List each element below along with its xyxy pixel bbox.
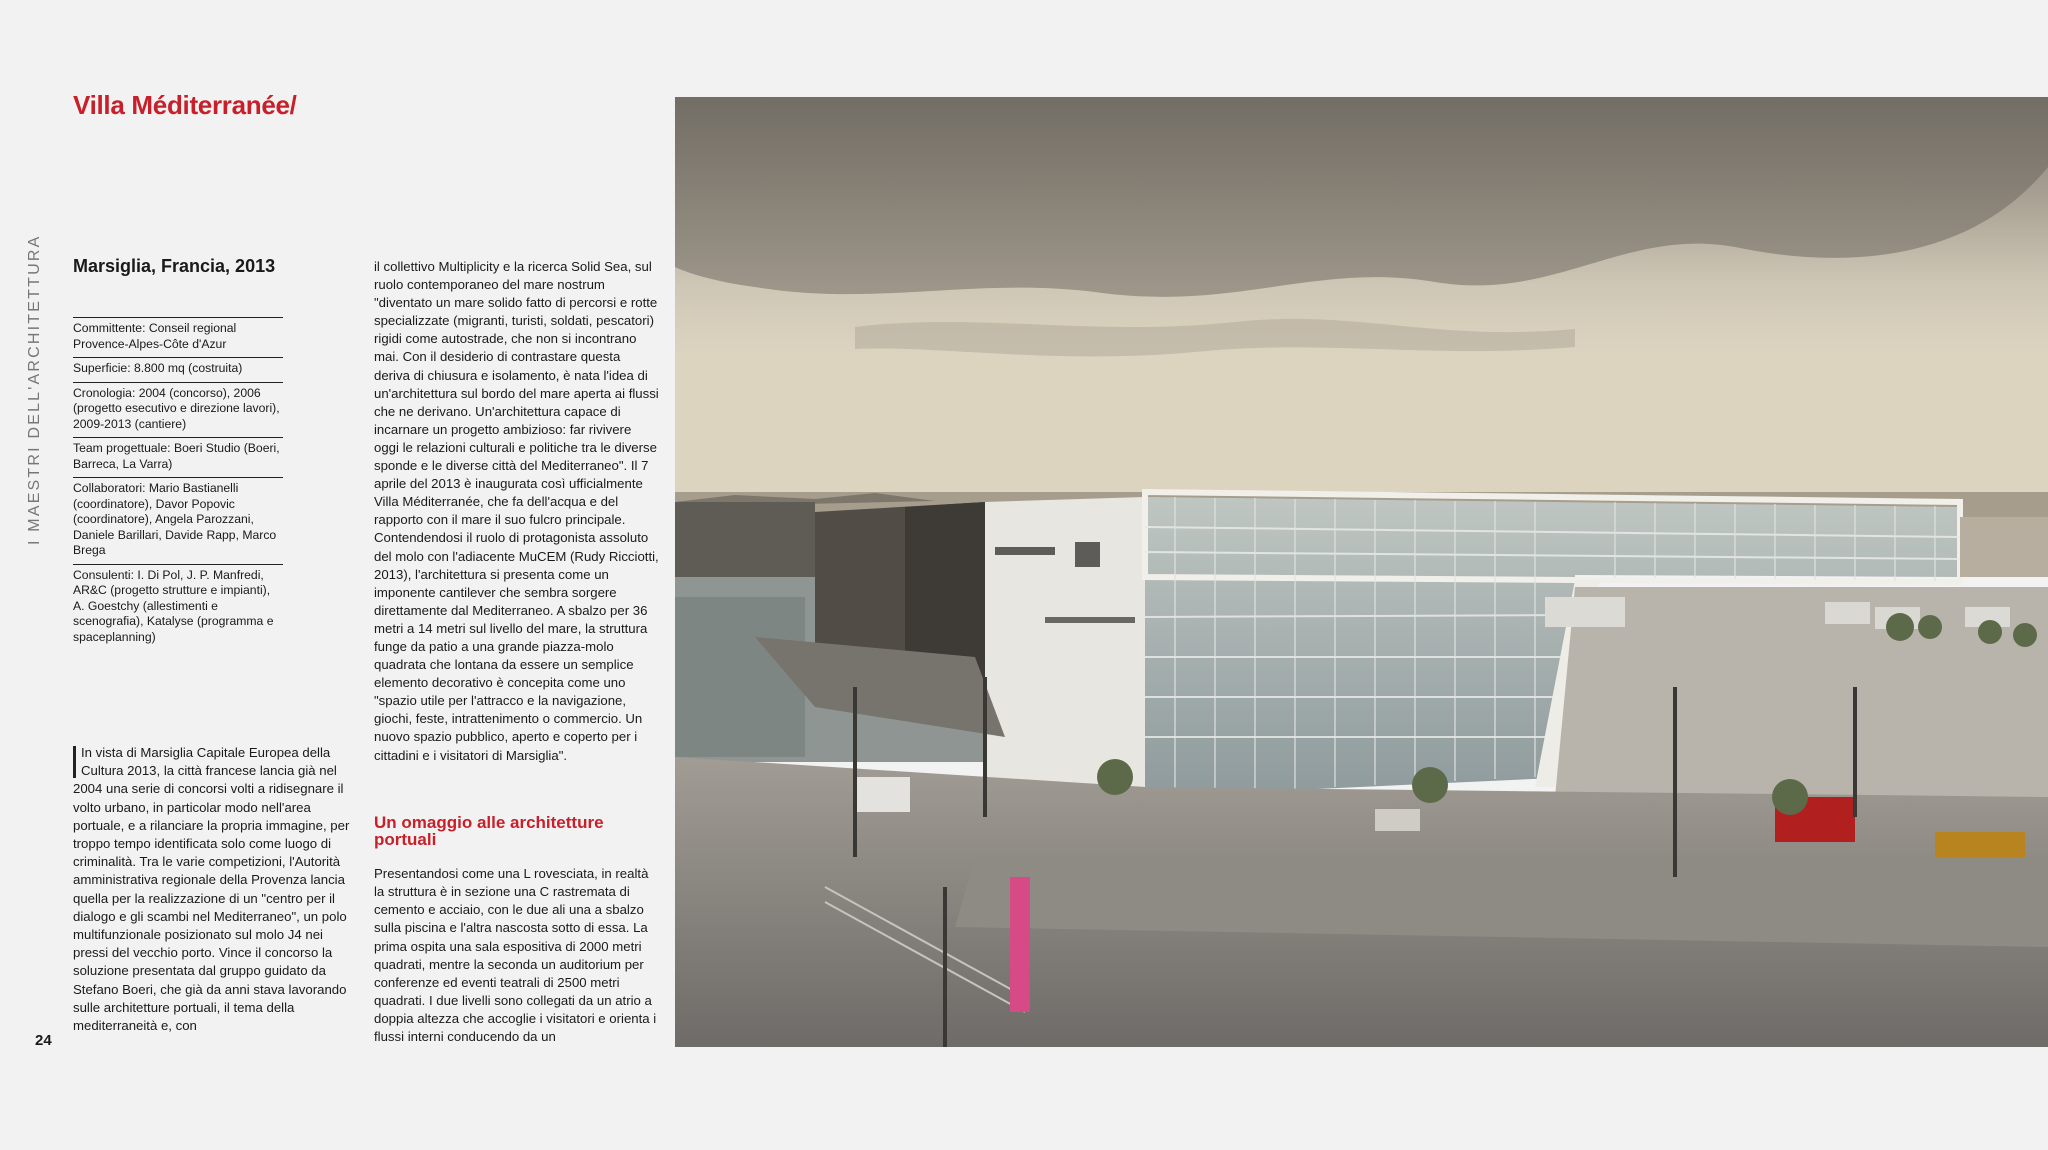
spec-design-team: Team progettuale: Boeri Studio (Boeri, Barreca, La Varra) bbox=[73, 437, 283, 477]
section-label: I MAESTRI DELL'ARCHITETTURA bbox=[26, 234, 43, 545]
building-photo-illustration bbox=[675, 97, 2048, 1047]
dropcap-bar bbox=[73, 746, 76, 778]
column-2-text bbox=[374, 258, 659, 765]
spec-area: Superficie: 8.800 mq (costruita) bbox=[73, 357, 283, 382]
column-2b-paragraph: Presentandosi come una L rovesciata, in realtà la struttura è in sezione una C rastremata di cemento e acciaio, con le due ali una a sbalzo sulla piscina e l'altra nascosta sotto di essa. La prima ospita una sala espositiva di 2000 metri quadrati, mentre la seconda un auditorium per conferenze ed eventi teatrali di 2500 metri quadrati. I due livelli sono collegati da un atrio a doppia altezza che accoglie i visitatori e orienta i flussi interni conducendo da un bbox=[374, 866, 657, 1045]
page-title: Villa Méditerranée/ bbox=[73, 90, 297, 120]
page-number: 24 bbox=[35, 1032, 52, 1049]
spec-chronology: Cronologia: 2004 (concorso), 2006 (progetto esecutivo e direzione lavori), 2009-2013 (cantiere) bbox=[73, 382, 283, 438]
column-2-paragraph: il collettivo Multiplicity e la ricerca Solid Sea, sul ruolo contemporaneo del mare nostrum "diventato un mare solido fatto di percorsi e rotte specializzate (migranti, turisti, soldati, pescatori) rigidi come autostrade, che non si incontrano mai. Con il desiderio di contrastare questa deriva di chiusura e isolamento, è nata l'idea di un'architettura sul bordo del mare aperta ai flussi che ne derivano. Un'architettura capace di incarnare un progetto ambizioso: far rivivere oggi le relazioni culturali e politiche tra le diverse sponde e le diverse città del Mediterraneo". Il 7 aprile del 2013 è inaugurata così ufficialmente Villa Méditerranée, che fa dell'acqua e del rapporto con il mare il suo fulcro principale. Contendendosi il ruolo di protagonista assoluto del molo con l'adiacente MuCEM (Rudy Ricciotti, 2013), l'architettura si presenta come un imponente cantilever che sembra sorgere direttamente dal Mediterraneo. A sbalzo per 36 metri a 14 metri sul livello del mare, la struttura funge da patio a una grande piazza-molo quadrata che lontana da essere un semplice elemento decorativo è concepita come uno "spazio utile per l'attracco e la navigazione, giochi, feste, intrattenimento o commercio. Un nuovo spazio pubblico, aperto e coperto per i cittadini e i visitatori di Marsiglia". bbox=[374, 259, 659, 763]
intro-paragraph: In vista di Marsiglia Capitale Europea della Cultura 2013, la città francese lancia già nel 2004 una serie di concorsi volti a ridisegnare il volto urbano, in particolar modo nell'area portuale, e a rilanciare la propria immagine, per troppo tempo identificata solo come luogo di criminalità. Tra le varie competizioni, l'Autorità amministrativa regionale della Provenza lancia quella per la realizzazione di un "centro per il dialogo e gli scambi nel Mediterraneo", un polo multifunzionale posizionato sul molo J4 nei pressi del vecchio porto. Vince il concorso la soluzione presentata dal gruppo guidato da Stefano Boeri, che già da anni stava lavorando sulle architetture portuali, il tema della mediterraneità e, con bbox=[73, 745, 350, 1034]
building-photo bbox=[675, 97, 2048, 1047]
spec-consultants: Consulenti: I. Di Pol, J. P. Manfredi, AR&C (progetto strutture e impianti), A. Goestchy (allestimenti e scenografia), Katalyse (programma e spaceplanning) bbox=[73, 564, 283, 651]
project-location: Marsiglia, Francia, 2013 bbox=[73, 256, 276, 276]
spec-collaborators: Collaboratori: Mario Bastianelli (coordinatore), Davor Popovic (coordinatore), Angela Parozzani, Daniele Barillari, Davide Rapp, Marco Brega bbox=[73, 477, 283, 564]
intro-text bbox=[73, 744, 353, 1035]
spec-client: Committente: Conseil regional Provence-Alpes-Côte d'Azur bbox=[73, 317, 283, 357]
project-specs bbox=[73, 317, 283, 650]
column-2b-text bbox=[374, 852, 659, 1059]
section-subheading: Un omaggio alle architetture portuali bbox=[374, 813, 604, 849]
